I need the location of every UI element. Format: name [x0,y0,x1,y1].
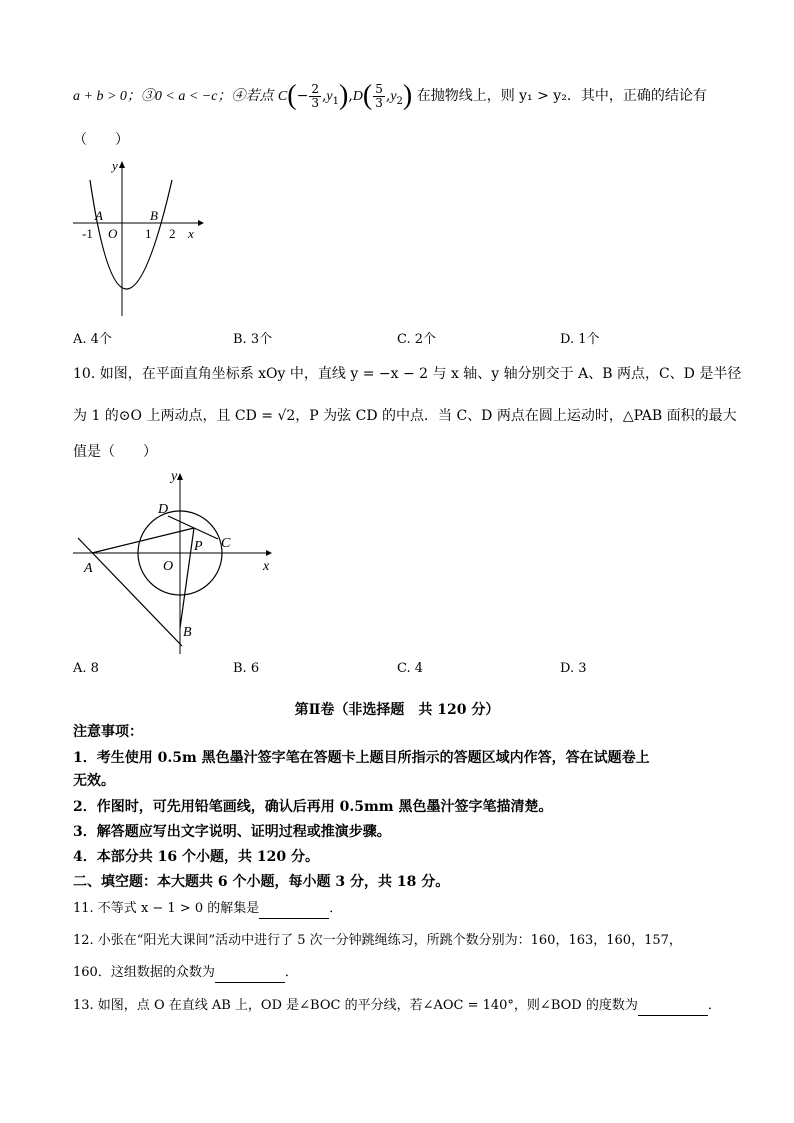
q9-option-a[interactable]: A. 4个 [73,332,112,347]
notice-1-cont: 无效。 [73,773,115,789]
q9-label-a: A [95,208,103,223]
q9-point-d: D [352,89,363,104]
q9-answer-paren: （ ） [73,132,129,148]
q11-text: 11. 不等式 x − 1 > 0 的解集是 [73,901,260,916]
q10-label-a: A [84,561,93,576]
notice-3: 3．解答题应写出文字说明、证明过程或推演步骤。 [73,824,391,840]
notice-1: 1．考生使用 0.5m 黑色墨汁签字笔在答题卡上题目所指示的答题区域内作答，答在试题卷上 [73,750,650,766]
q10-label-o: O [163,559,174,574]
q10-option-b[interactable]: B. 6 [233,661,260,676]
q10-label-x: x [263,559,270,574]
q9-option-c[interactable]: C. 2个 [397,332,437,347]
q11-answer-blank[interactable] [259,904,329,919]
q10-label-b: B [183,625,192,640]
part2-title: 第Ⅱ卷（非选择题 共 120 分） [294,702,500,718]
q9-conditions-line: a + b > 0；③0 < a < −c；④若点 C(− $\frac{2}{3}$ $,y_1),D$( $\frac{5}{3}$ $,y_2$) 在抛物线上，则 y₁ > y₂．其中，正确的结论有 [73,80,707,111]
q9-label-minus1: -1 [82,226,93,241]
notice-2: 2．作图时，可先用铅笔画线，确认后再用 0.5mm 黑色墨汁签字笔描清楚。 [73,799,553,815]
section-fill-in-title: 二、填空题：本大题共 6 个小题，每小题 3 分，共 18 分。 [73,874,450,890]
q9-label-2: 2 [169,226,176,241]
q9-label-1: 1 [145,226,152,241]
q10-line3: 值是（ ） [73,444,157,460]
q9-tail: 在抛物线上，则 y₁ > y₂．其中，正确的结论有 [416,88,707,104]
q9-label-y: y [112,158,118,173]
q9-label-o: O [108,226,118,241]
q9-point-c: C [277,89,288,104]
q13-text: 13. 如图，点 O 在直线 AB 上，OD 是∠BOC 的平分线，若∠AOC = 140°，则∠BOD 的度数为 [73,998,638,1013]
q10-option-a[interactable]: A. 8 [73,661,99,676]
q9-frac2: $\frac{5}{3}$ [375,81,383,110]
notice-4: 4．本部分共 16 个小题，共 120 分。 [73,849,319,865]
q12-answer-blank[interactable] [215,968,285,983]
q12-text: 160．这组数据的众数为 [73,965,215,980]
q10-option-c[interactable]: C. 4 [397,661,424,676]
q13-answer-blank[interactable] [638,1001,708,1016]
q13: 13. 如图，点 O 在直线 AB 上，OD 是∠BOC 的平分线，若∠AOC = 140°，则∠BOD 的度数为 ． [73,996,726,1016]
q9-option-d[interactable]: D. 1个 [560,332,600,347]
q11: 11. 不等式 x − 1 > 0 的解集是 ． [73,899,726,919]
notice-title: 注意事项： [73,724,143,740]
q10-line2: 为 1 的⊙O 上两动点，且 CD = √2，P 为弦 CD 的中点．当 C、D 两点在圆上运动时，△PAB 面积的最大 [73,408,737,424]
q10-line1: 10. 如图，在平面直角坐标系 xOy 中，直线 y = −x − 2 与 x 轴、y 轴分别交于 A、B 两点，C、D 是半径 [73,366,742,382]
q9-frac1: $\frac{2}{3}$ [311,81,319,110]
q12-line1: 12. 小张在“阳光大课间”活动中进行了 5 次一分钟跳绳练习，所跳个数分别为：160，163，160，157， [73,933,682,948]
q9-label-x: x [188,226,194,241]
q9-parabola-figure [70,158,210,318]
q9-cond-text: a + b > 0；③0 < a < −c；④若点 [73,89,274,104]
q10-label-y: y [171,469,178,484]
q12-line2: 160．这组数据的众数为 ． [73,963,726,983]
q9-option-b[interactable]: B. 3个 [233,332,273,347]
q9-label-b: B [150,208,158,223]
q10-label-p: P [194,539,203,554]
q10-label-c: C [221,536,231,551]
q10-circle-figure [70,468,280,656]
q10-label-d: D [158,502,169,517]
q10-option-d[interactable]: D. 3 [560,661,587,676]
